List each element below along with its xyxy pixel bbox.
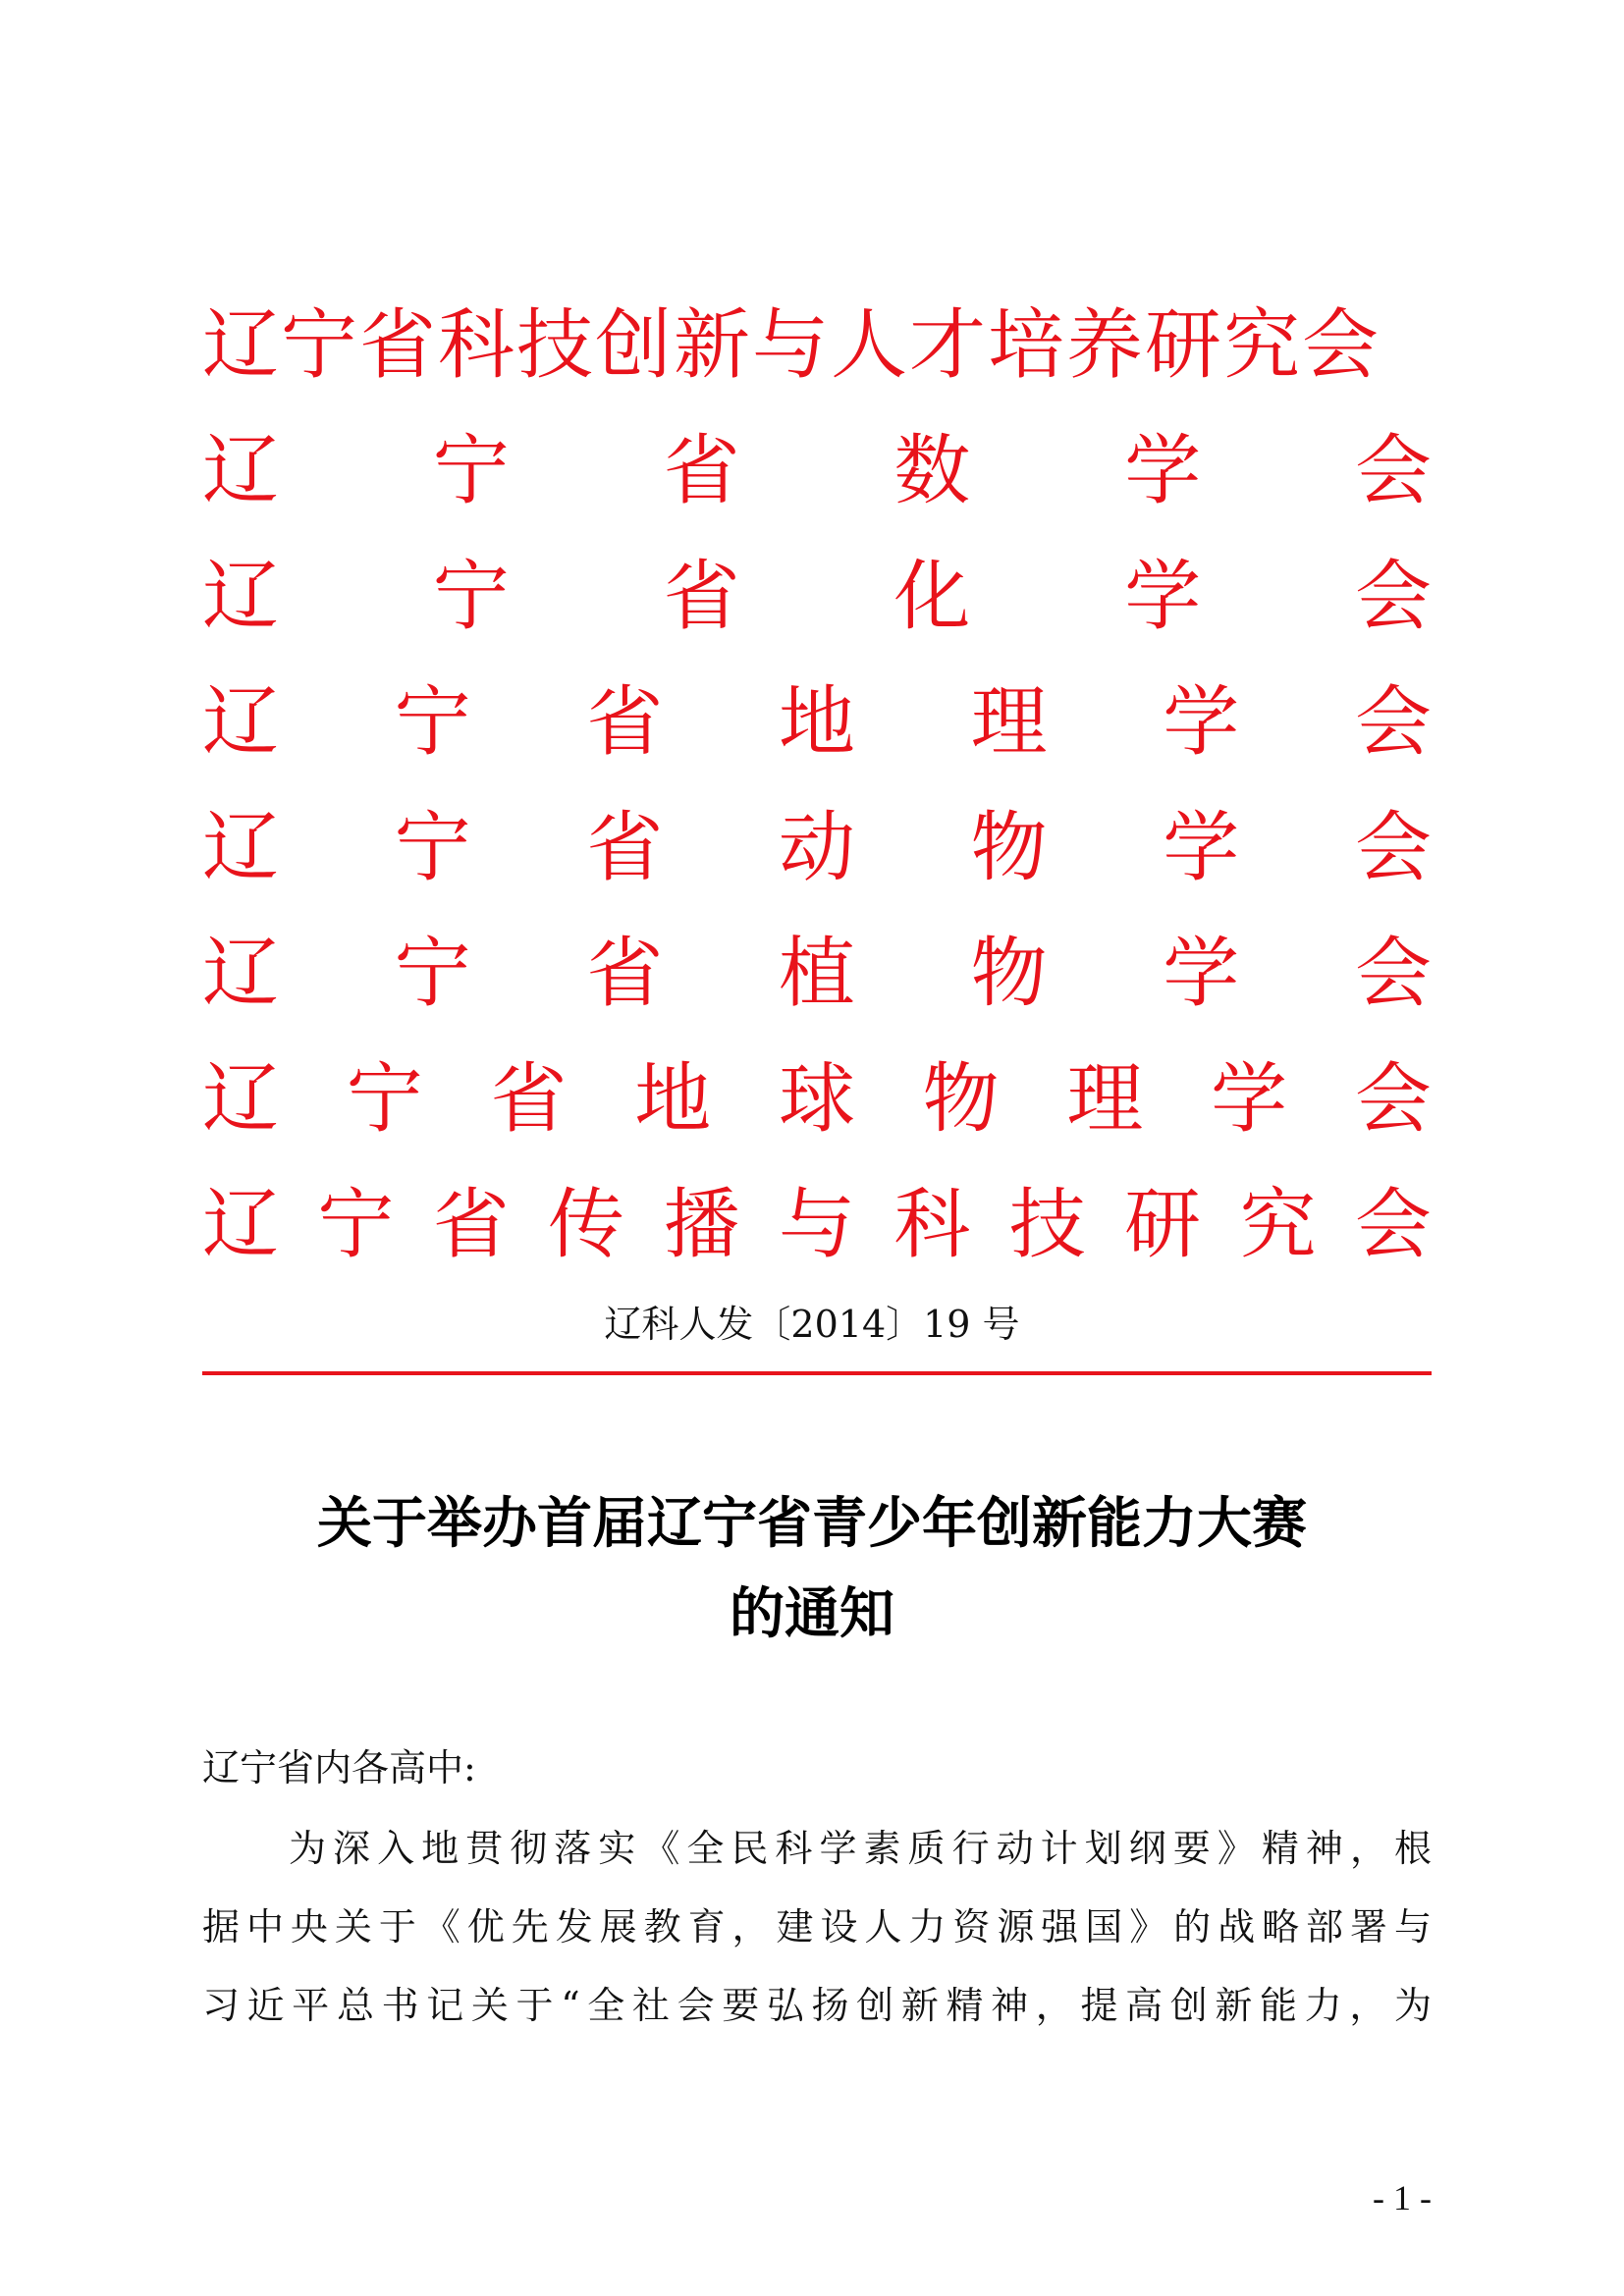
org-line-char: 宁 bbox=[346, 1055, 423, 1144]
org-line-char: 辽 bbox=[202, 427, 280, 515]
org-line-char: 辽 bbox=[202, 1055, 280, 1144]
org-line-char: 宁 bbox=[432, 553, 510, 641]
org-line-char: 研 bbox=[1124, 1181, 1202, 1269]
org-line-char: 宁 bbox=[394, 930, 471, 1018]
org-line-char: 辽 bbox=[202, 553, 280, 641]
org-line bbox=[202, 660, 1432, 785]
org-line-char: 学 bbox=[1163, 678, 1240, 767]
org-line-char: 动 bbox=[778, 804, 855, 892]
org-line-char: 省 bbox=[586, 804, 664, 892]
org-line-char: 辽 bbox=[202, 930, 280, 1018]
org-line-char: 省 bbox=[490, 1055, 568, 1144]
org-line-char: 学 bbox=[1124, 427, 1202, 515]
org-line-char: 会 bbox=[1354, 804, 1432, 892]
org-line-char: 会 bbox=[1354, 930, 1432, 1018]
org-line-char: 辽 bbox=[202, 804, 280, 892]
body-line-3-text: 习近平总书记关于“全社会要弘扬创新精神，提高创新能力，为 bbox=[202, 1984, 1432, 2027]
org-line-char: 省 bbox=[586, 678, 664, 767]
org-line-char: 宁 bbox=[394, 678, 471, 767]
body-line-2 bbox=[202, 1896, 1432, 1950]
org-line-char: 省 bbox=[586, 930, 664, 1018]
org-line-char: 植 bbox=[778, 930, 855, 1018]
page-number: - 1 - bbox=[1373, 2178, 1432, 2217]
org-line-char: 技 bbox=[1008, 1181, 1086, 1269]
org-line-char: 学 bbox=[1211, 1055, 1288, 1144]
org-line bbox=[202, 534, 1432, 660]
org-line-char: 物 bbox=[922, 1055, 1000, 1144]
body-line-3 bbox=[202, 1975, 1432, 2029]
body-line-1-text: 为深入地贯彻落实《全民科学素质行动计划纲要》精神，根 bbox=[289, 1827, 1432, 1870]
org-line bbox=[202, 911, 1432, 1037]
notice-title-line1: 关于举办首届辽宁省青少年创新能力大赛 bbox=[317, 1492, 1307, 1556]
org-line-char: 理 bbox=[970, 678, 1048, 767]
red-divider-line bbox=[202, 1371, 1432, 1375]
salutation: 辽宁省内各高中: bbox=[202, 1746, 476, 1789]
letterhead bbox=[202, 283, 1432, 1288]
notice-title-line2: 的通知 bbox=[730, 1582, 894, 1646]
org-line-char: 省 bbox=[663, 553, 740, 641]
org-line bbox=[202, 1162, 1432, 1288]
org-line-char: 与 bbox=[778, 1181, 855, 1269]
org-line-char: 传 bbox=[548, 1181, 625, 1269]
org-line-char: 学 bbox=[1163, 930, 1240, 1018]
org-line-char: 宁 bbox=[394, 804, 471, 892]
org-line-char: 科 bbox=[893, 1181, 971, 1269]
org-line-char: 物 bbox=[970, 804, 1048, 892]
org-line-char: 省 bbox=[432, 1181, 510, 1269]
org-line-char: 数 bbox=[893, 427, 971, 515]
org-line-char: 辽宁省科技创新与人才培养研究会 bbox=[202, 301, 1381, 390]
org-line-char: 学 bbox=[1163, 804, 1240, 892]
org-line-char: 会 bbox=[1354, 678, 1432, 767]
org-line-char: 究 bbox=[1239, 1181, 1317, 1269]
org-line-char: 学 bbox=[1124, 553, 1202, 641]
org-line bbox=[202, 785, 1432, 911]
org-line-char: 宁 bbox=[317, 1181, 395, 1269]
org-line-char: 理 bbox=[1066, 1055, 1144, 1144]
org-line-char: 会 bbox=[1354, 1181, 1432, 1269]
org-line bbox=[202, 408, 1432, 534]
org-line-char: 化 bbox=[893, 553, 971, 641]
org-line-char: 会 bbox=[1354, 427, 1432, 515]
org-line-char: 省 bbox=[663, 427, 740, 515]
org-line-char: 播 bbox=[663, 1181, 740, 1269]
body-line-1 bbox=[202, 1818, 1432, 1872]
org-line-char: 会 bbox=[1354, 1055, 1432, 1144]
body-line-2-text: 据中央关于《优先发展教育，建设人力资源强国》的战略部署与 bbox=[202, 1905, 1432, 1949]
org-line bbox=[202, 1037, 1432, 1162]
document-number: 辽科人发〔2014〕19 号 bbox=[604, 1303, 1020, 1346]
org-line-char: 辽 bbox=[202, 1181, 280, 1269]
org-line-char: 地 bbox=[634, 1055, 712, 1144]
org-line-char: 宁 bbox=[432, 427, 510, 515]
org-line-char: 物 bbox=[970, 930, 1048, 1018]
org-line bbox=[202, 283, 1432, 408]
org-line-char: 球 bbox=[778, 1055, 855, 1144]
org-line-char: 地 bbox=[778, 678, 855, 767]
org-line-char: 会 bbox=[1354, 553, 1432, 641]
org-line-char: 辽 bbox=[202, 678, 280, 767]
